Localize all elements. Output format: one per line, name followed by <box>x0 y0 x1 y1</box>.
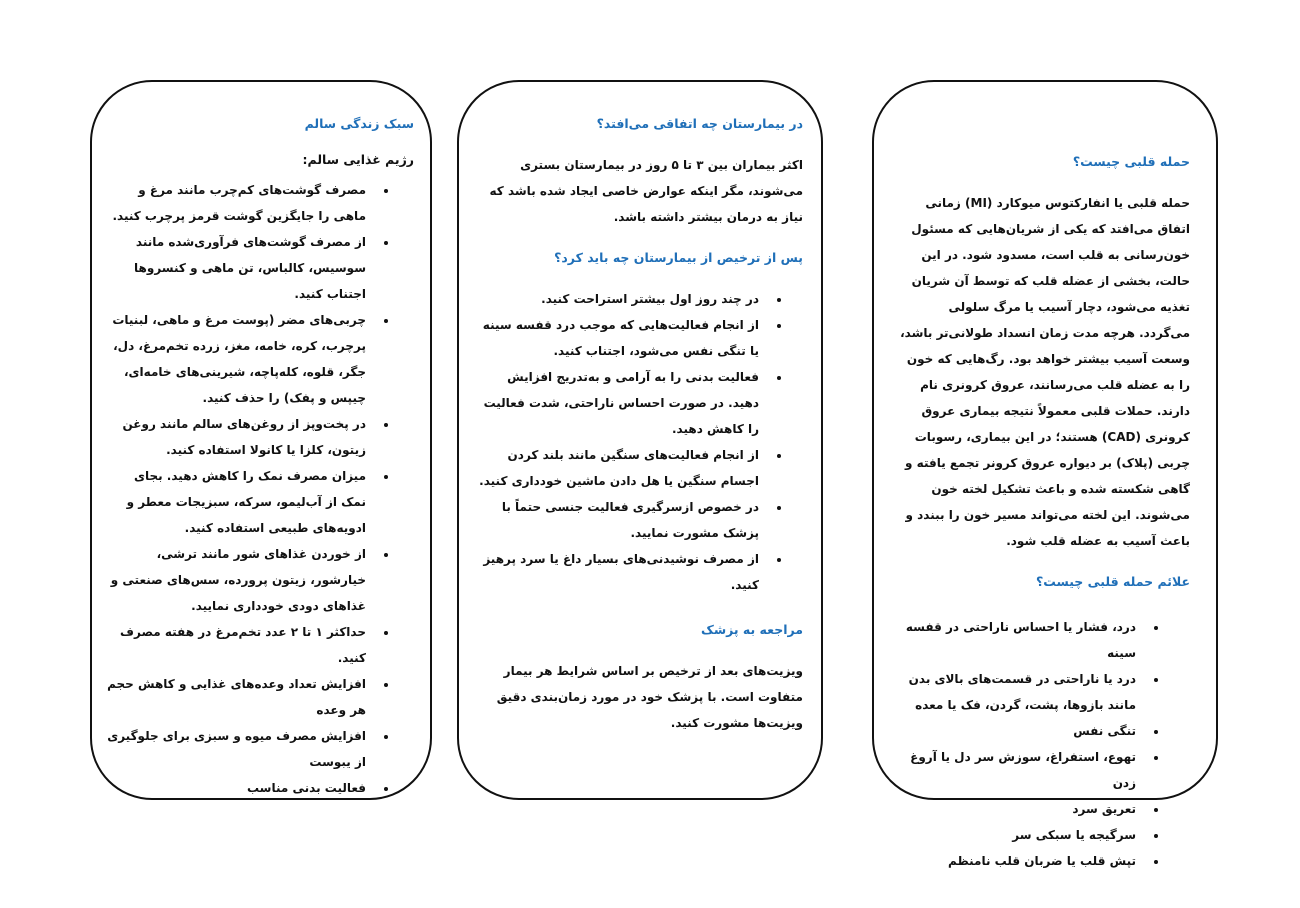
panel-hospital <box>457 80 823 800</box>
panel-heart-attack <box>872 80 1218 868</box>
list-item: • از انجام فعالیت‌هایی که موجب درد قفسه سینه یا تنگی نفس می‌شود، اجتناب کنید. <box>479 312 767 364</box>
diet-title: رژیم غذایی سالم: <box>302 152 414 167</box>
list-item: • از مصرف نوشیدنی‌های بسیار داغ یا سرد پرهیز کنید. <box>479 546 767 598</box>
list-item: • تپش قلب یا ضربان قلب نامنظم <box>894 848 1144 874</box>
list-item: • از خوردن غذاهای شور مانند ترشی، خیارشور، زیتون پرورده، سس‌های صنعتی و غذاهای دودی خودداری نمایید. <box>106 541 374 619</box>
symptoms-list <box>894 614 1190 874</box>
list-item: • تعریق سرد <box>894 796 1144 822</box>
list-item: • از مصرف گوشت‌های فرآوری‌شده مانند سوسیس، کالباس، تن ماهی و کنسروها اجتناب کنید. <box>106 229 374 307</box>
symptoms-title: علائم حمله قلبی چیست؟ <box>1035 574 1190 589</box>
panel-healthy-lifestyle <box>90 80 432 800</box>
list-item: • در چند روز اول بیشتر استراحت کنید. <box>479 286 767 312</box>
list-item: • از انجام فعالیت‌های سنگین مانند بلند کردن اجسام سنگین یا هل دادن ماشین خودداری کنید. <box>479 442 767 494</box>
hospital-paragraph: اکثر بیماران بین ۳ تا ۵ روز در بیمارستان بستری می‌شوند، مگر اینکه عوارض خاصی ایجاد شده باشد که نیاز به درمان بیشتر داشته باشد. <box>489 158 803 224</box>
discharge-list <box>479 286 803 598</box>
list-item: • افزایش تعداد وعده‌های غذایی و کاهش حجم هر وعده <box>106 671 374 723</box>
list-item: • تنگی نفس <box>894 718 1144 744</box>
heart-attack-paragraph: حمله قلبی یا انفارکتوس میوکارد (MI) زمانی اتفاق می‌افتد که یکی از شریان‌هایی که مسئول خون‌رسانی به قلب است، مسدود شود. در این حالت، بخشی از عضله قلب که توسط آن شریان تغذیه می‌شود، دچار آسیب یا مرگ سلولی می‌گردد. هرچه مدت زمان انسداد طولانی‌تر باشد، وسعت آسیب بیشتر خواهد بود. رگ‌هایی که خون را به عضله قلب می‌رسانند، عروق کرونری نام دارند. حملات قلبی معمولاً نتیجه بیماری عروق کرونری (CAD) هستند؛ در این بیماری، رسوبات چربی (پلاک) بر دیواره عروق کرونر تجمع یافته و گاهی شکسته شده و باعث تشکیل لخته خون می‌شوند. این لخته می‌تواند مسیر خون را ببندد و باعث آسیب به عضله قلب شود. <box>900 196 1190 548</box>
list-item: • میزان مصرف نمک را کاهش دهید. بجای نمک از آب‌لیمو، سرکه، سبزیجات معطر و ادویه‌های طبیعی استفاده کنید. <box>106 463 374 541</box>
doctor-visit-paragraph: ویزیت‌های بعد از ترخیص بر اساس شرایط هر بیمار متفاوت است. با پزشک خود در مورد زمان‌بندی دقیق ویزیت‌ها مشورت کنید. <box>496 664 803 730</box>
doctor-visit-title: مراجعه به پزشک <box>701 622 803 637</box>
list-item: • افزایش مصرف میوه و سبزی برای جلوگیری از یبوست <box>106 723 374 775</box>
heart-attack-title: حمله قلبی چیست؟ <box>1072 154 1190 169</box>
lifestyle-title: سبک زندگی سالم <box>304 116 414 131</box>
list-item: • سرگیجه یا سبکی سر <box>894 822 1144 848</box>
list-item: • حداکثر ۱ تا ۲ عدد تخم‌مرغ در هفته مصرف کنید. <box>106 619 374 671</box>
list-item: • درد، فشار یا احساس ناراحتی در قفسه سینه <box>894 614 1144 666</box>
list-item: • مصرف گوشت‌های کم‌چرب مانند مرغ و ماهی را جایگزین گوشت قرمز پرچرب کنید. <box>106 177 374 229</box>
list-item: • تهوع، استفراغ، سوزش سر دل یا آروغ زدن <box>894 744 1144 796</box>
list-item: • فعالیت بدنی مناسب <box>106 775 374 801</box>
diet-list <box>106 177 414 801</box>
list-item: • در خصوص ازسرگیری فعالیت جنسی حتماً با پزشک مشورت نمایید. <box>479 494 767 546</box>
list-item: • فعالیت بدنی را به آرامی و به‌تدریج افزایش دهید. در صورت احساس ناراحتی، شدت فعالیت را کاهش دهید. <box>479 364 767 442</box>
hospital-title: در بیمارستان چه اتفاقی می‌افتد؟ <box>596 116 803 131</box>
list-item: • درد یا ناراحتی در قسمت‌های بالای بدن مانند بازوها، پشت، گردن، فک یا معده <box>894 666 1144 718</box>
list-item: • در پخت‌وپز از روغن‌های سالم مانند روغن زیتون، کلزا یا کانولا استفاده کنید. <box>106 411 374 463</box>
discharge-title: پس از ترخیص از بیمارستان چه باید کرد؟ <box>554 250 803 265</box>
list-item: • چربی‌های مضر (پوست مرغ و ماهی، لبنیات پرچرب، کره، خامه، مغز، زرده تخم‌مرغ، دل، جگر، قلوه، کله‌پاچه، شیرینی‌های خامه‌ای، چیپس و پفک) را حذف کنید. <box>106 307 374 411</box>
